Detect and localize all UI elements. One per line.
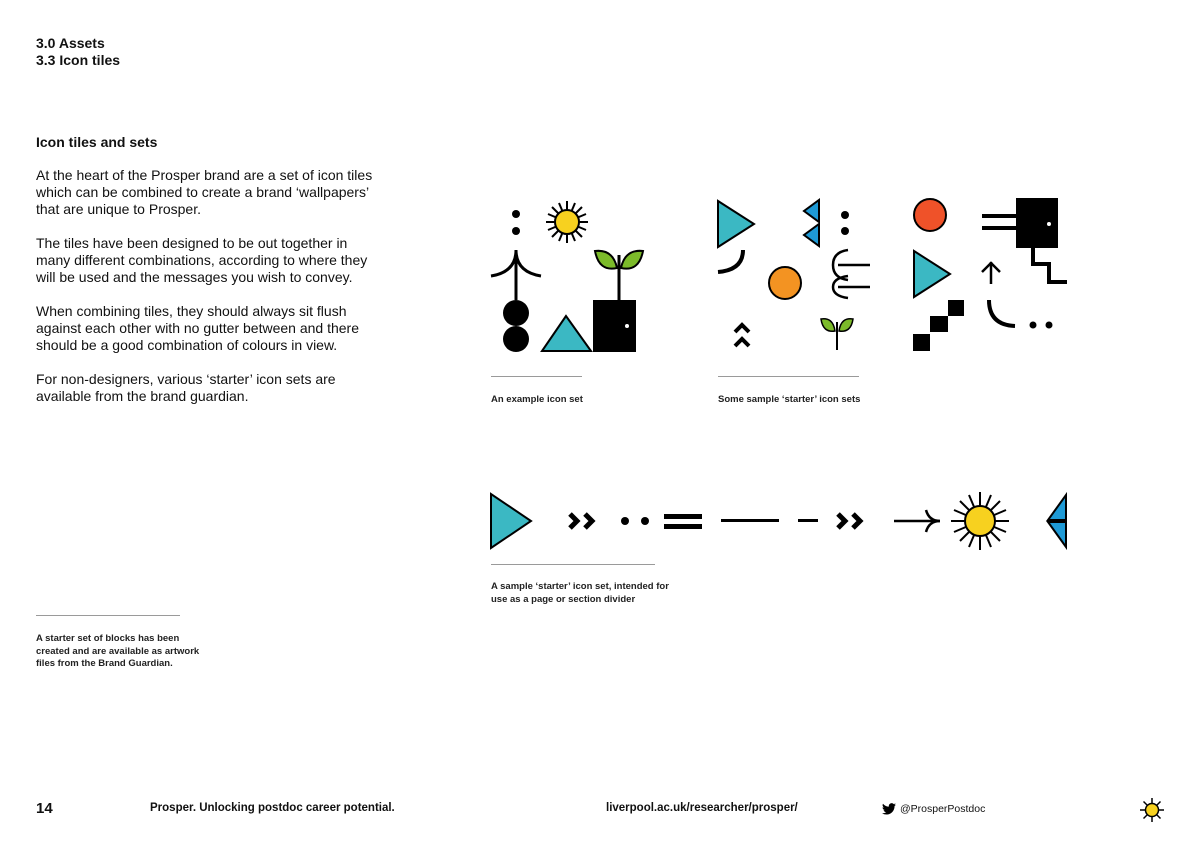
twitter-icon [882, 803, 896, 815]
section-title: 3.0 Assets [36, 35, 105, 51]
arrow-up-icon [982, 262, 1000, 284]
intro-heading: Icon tiles and sets [36, 134, 158, 150]
divider-icon-set [485, 490, 1075, 552]
equals-icon [664, 514, 702, 529]
chevron-icon [838, 514, 860, 528]
dots-icon [512, 210, 520, 235]
caption-rule [491, 376, 582, 377]
plug-icon [982, 198, 1058, 248]
stairs-icon [913, 300, 964, 351]
circle-icon [914, 199, 946, 231]
footnote-rule [36, 615, 180, 616]
intro-paragraph: For non-designers, various ‘starter’ icon sets are available from the brand guardian. [36, 371, 336, 404]
triangle-icon [491, 494, 531, 548]
footer-url[interactable]: liverpool.ac.uk/researcher/prosper/ [606, 802, 798, 814]
sun-icon [951, 492, 1009, 550]
intro-paragraph: The tiles have been designed to be out together in many different combinations, according to where they will be used and the messages you wish to convey. [36, 235, 368, 285]
caption-rule [491, 564, 655, 565]
intro-body [36, 167, 376, 422]
footer-tagline: Prosper. Unlocking postdoc career potential. [150, 802, 395, 814]
caption-example: An example icon set [491, 394, 583, 405]
footer-twitter[interactable] [882, 803, 985, 815]
sample-icon-sets [710, 190, 1080, 360]
leaf-icon [595, 251, 643, 300]
section-heading [36, 35, 120, 69]
triangle-icon [542, 316, 591, 351]
dots-icon [841, 211, 849, 235]
circle-icon [769, 267, 801, 299]
door-icon [593, 300, 636, 352]
sun-icon [546, 201, 588, 243]
split-arrow-icon [833, 250, 870, 298]
arc-icon [718, 250, 743, 272]
arc-icon [989, 300, 1015, 326]
intro-paragraph: When combining tiles, they should always sit flush against each other with no gutter between and there should be a good combination of colours in view. [36, 303, 359, 353]
twitter-handle: @ProsperPostdoc [900, 803, 986, 815]
stacked-circles-icon [503, 300, 529, 352]
caption-samples: Some sample ‘starter’ icon sets [718, 394, 861, 405]
leaf-icon [821, 319, 853, 350]
subsection-title: 3.3 Icon tiles [36, 52, 121, 68]
branch-arrow-icon [491, 250, 541, 300]
example-icon-set [480, 190, 650, 360]
triangle-icon [914, 251, 950, 297]
intro-paragraph: At the heart of the Prosper brand are a set of icon tiles which can be combined to create a brand ‘wallpapers’ that are unique to Prosper. [36, 167, 373, 217]
caption-rule [718, 376, 859, 377]
caption-divider: A sample ‘starter’ icon set, intended for use as a page or section divider [491, 581, 669, 605]
chevron-icon [570, 514, 592, 528]
dash-icon [721, 519, 779, 522]
page-number: 14 [36, 800, 53, 817]
dots-icon [621, 517, 649, 525]
bowtie-icon [1048, 495, 1066, 547]
sun-icon [1140, 798, 1164, 822]
arrow-icon [894, 510, 940, 532]
dash-icon [798, 519, 818, 522]
footnote: A starter set of blocks has been created and are available as artwork files from the Brand Guardian. [36, 633, 200, 669]
chevron-up-icon [735, 325, 749, 346]
bowtie-icon [804, 200, 819, 246]
step-line-icon [1033, 248, 1067, 282]
dots-icon [1030, 322, 1053, 329]
triangle-icon [718, 201, 754, 247]
